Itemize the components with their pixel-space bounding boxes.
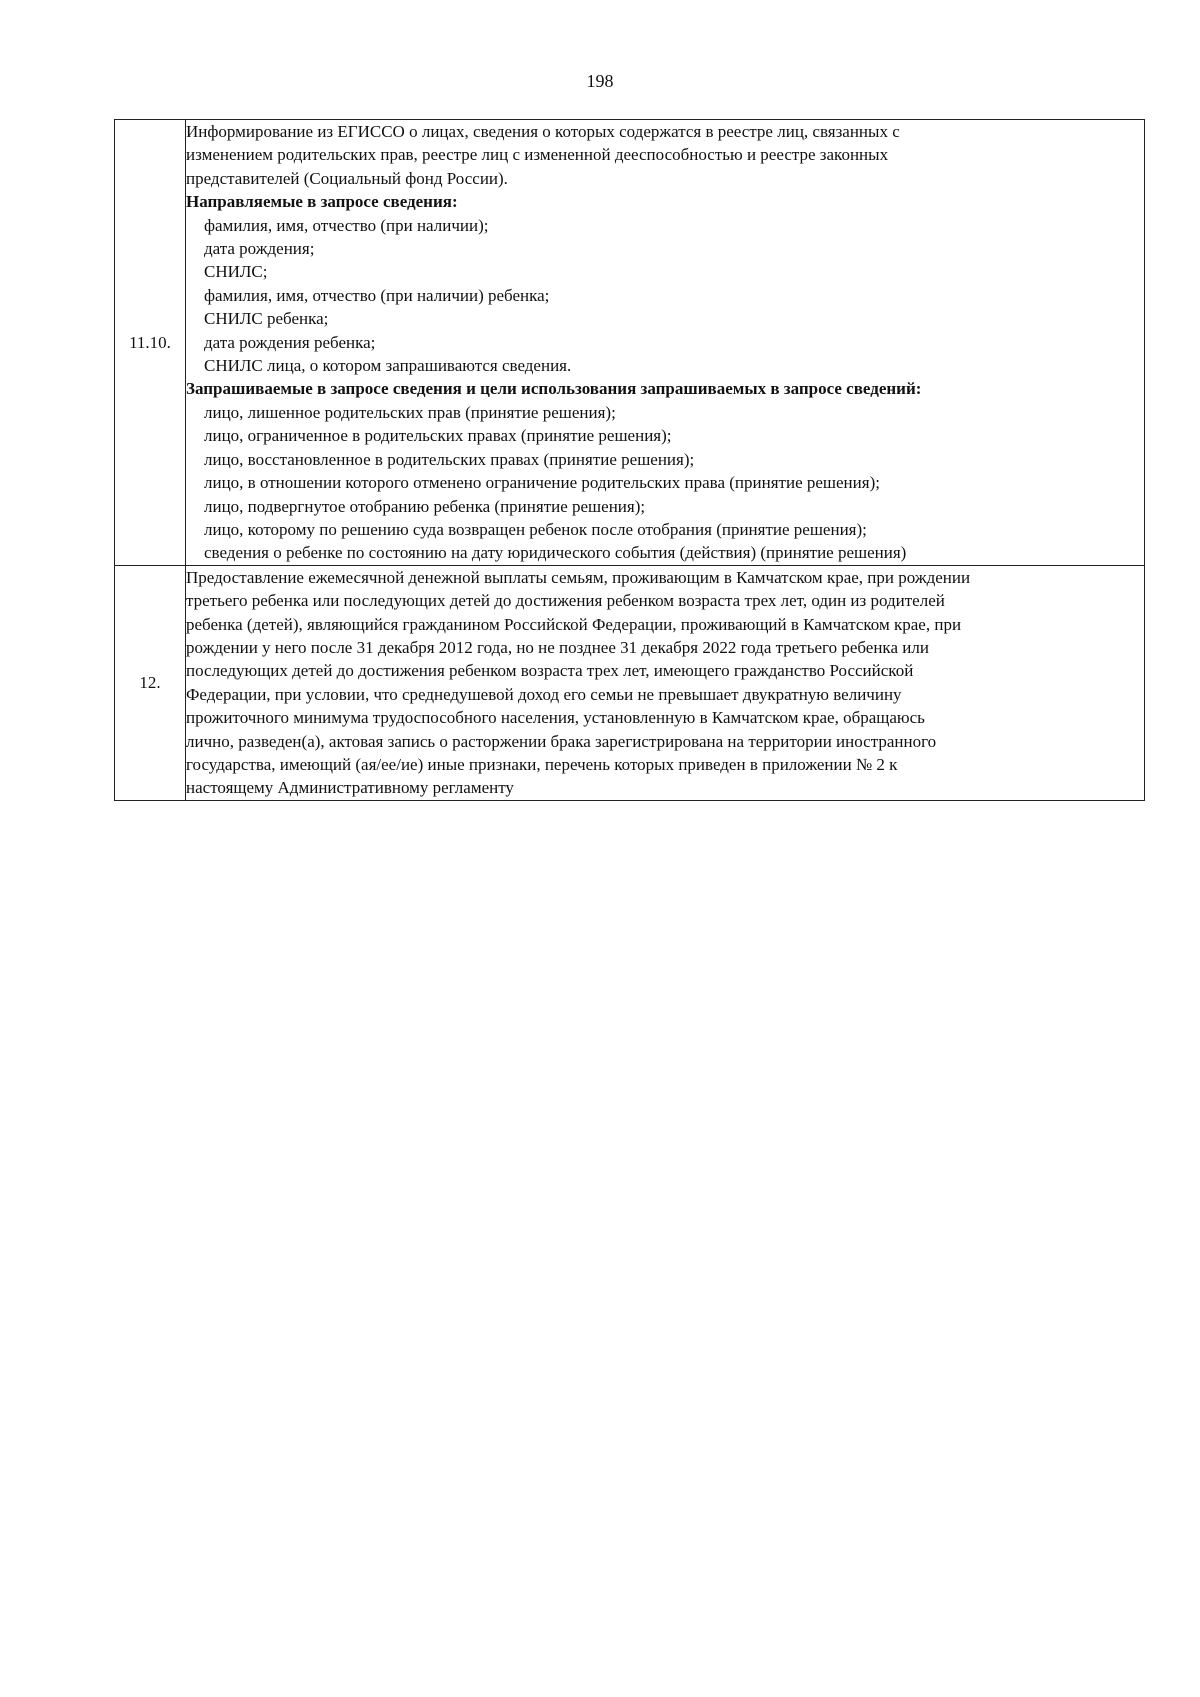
content-line: дата рождения;	[204, 239, 315, 259]
content-line: третьего ребенка или последующих детей до достижения ребенком возраста трех лет, один из родителей	[186, 591, 945, 611]
section-heading: Направляемые в запросе сведения:	[186, 192, 458, 212]
content-line: представителей (Социальный фонд России).	[186, 168, 508, 188]
content-line: СНИЛС ребенка;	[204, 309, 329, 329]
content-line: последующих детей до достижения ребенком возраста трех лет, имеющего гражданство Российской	[186, 661, 914, 681]
content-line: СНИЛС;	[204, 262, 268, 282]
table-row	[115, 565, 1145, 800]
content-line: лицо, ограниченное в родительских правах (принятие решения);	[204, 426, 672, 446]
row-number: 12.	[115, 565, 186, 800]
content-line: дата рождения ребенка;	[204, 332, 376, 352]
services-table	[114, 119, 1145, 801]
content-line: фамилия, имя, отчество (при наличии);	[204, 215, 489, 235]
content-line: Федерации, при условии, что среднедушевой доход его семьи не превышает двукратную величину	[186, 684, 902, 704]
content-line: Предоставление ежемесячной денежной выплаты семьям, проживающим в Камчатском крае, при рождении	[186, 567, 971, 587]
content-line: Информирование из ЕГИССО о лицах, сведения о которых содержатся в реестре лиц, связанных с	[186, 122, 900, 141]
content-line: прожиточного минимума трудоспособного населения, установленную в Камчатском крае, обращаюсь	[186, 708, 925, 728]
content-line: лично, разведен(а), актовая запись о расторжении брака зарегистрирована на территории иностранного	[186, 731, 937, 751]
content-line: лицо, в отношении которого отменено ограничение родительских права (принятие решения);	[204, 473, 880, 493]
content-line: фамилия, имя, отчество (при наличии) ребенка;	[204, 285, 550, 305]
content-line: лицо, которому по решению суда возвращен ребенок после отобрания (принятие решения);	[204, 519, 867, 539]
content-line: СНИЛС лица, о котором запрашиваются сведения.	[204, 356, 572, 376]
row-content	[186, 565, 1145, 800]
content-line: лицо, восстановленное в родительских правах (принятие решения);	[204, 449, 695, 469]
content-line: рождении у него после 31 декабря 2012 года, но не позднее 31 декабря 2022 года третьего ребенка или	[186, 637, 929, 657]
content-line: лицо, лишенное родительских прав (принятие решения);	[204, 402, 616, 422]
content-line: лицо, подвергнутое отобранию ребенка (принятие решения);	[204, 496, 646, 516]
section-heading: Запрашиваемые в запросе сведения и цели использования запрашиваемых в запросе сведений:	[186, 379, 922, 399]
content-line: изменением родительских прав, реестре лиц с измененной дееспособностью и реестре законных	[186, 145, 889, 165]
page-number: 198	[586, 71, 614, 91]
row-number: 11.10.	[115, 120, 186, 566]
content-line: сведения о ребенке по состоянию на дату юридического события (действия) (принятие решения)	[204, 543, 907, 563]
content-line: настоящему Административному регламенту	[186, 778, 514, 798]
table-row	[115, 120, 1145, 566]
services-table-body	[115, 120, 1145, 801]
content-line: ребенка (детей), являющийся гражданином Российской Федерации, проживающий в Камчатском крае, при	[186, 614, 962, 634]
row-content	[186, 120, 1145, 566]
content-line: государства, имеющий (ая/ее/ие) иные признаки, перечень которых приведен в приложении № 2 к	[186, 754, 898, 774]
